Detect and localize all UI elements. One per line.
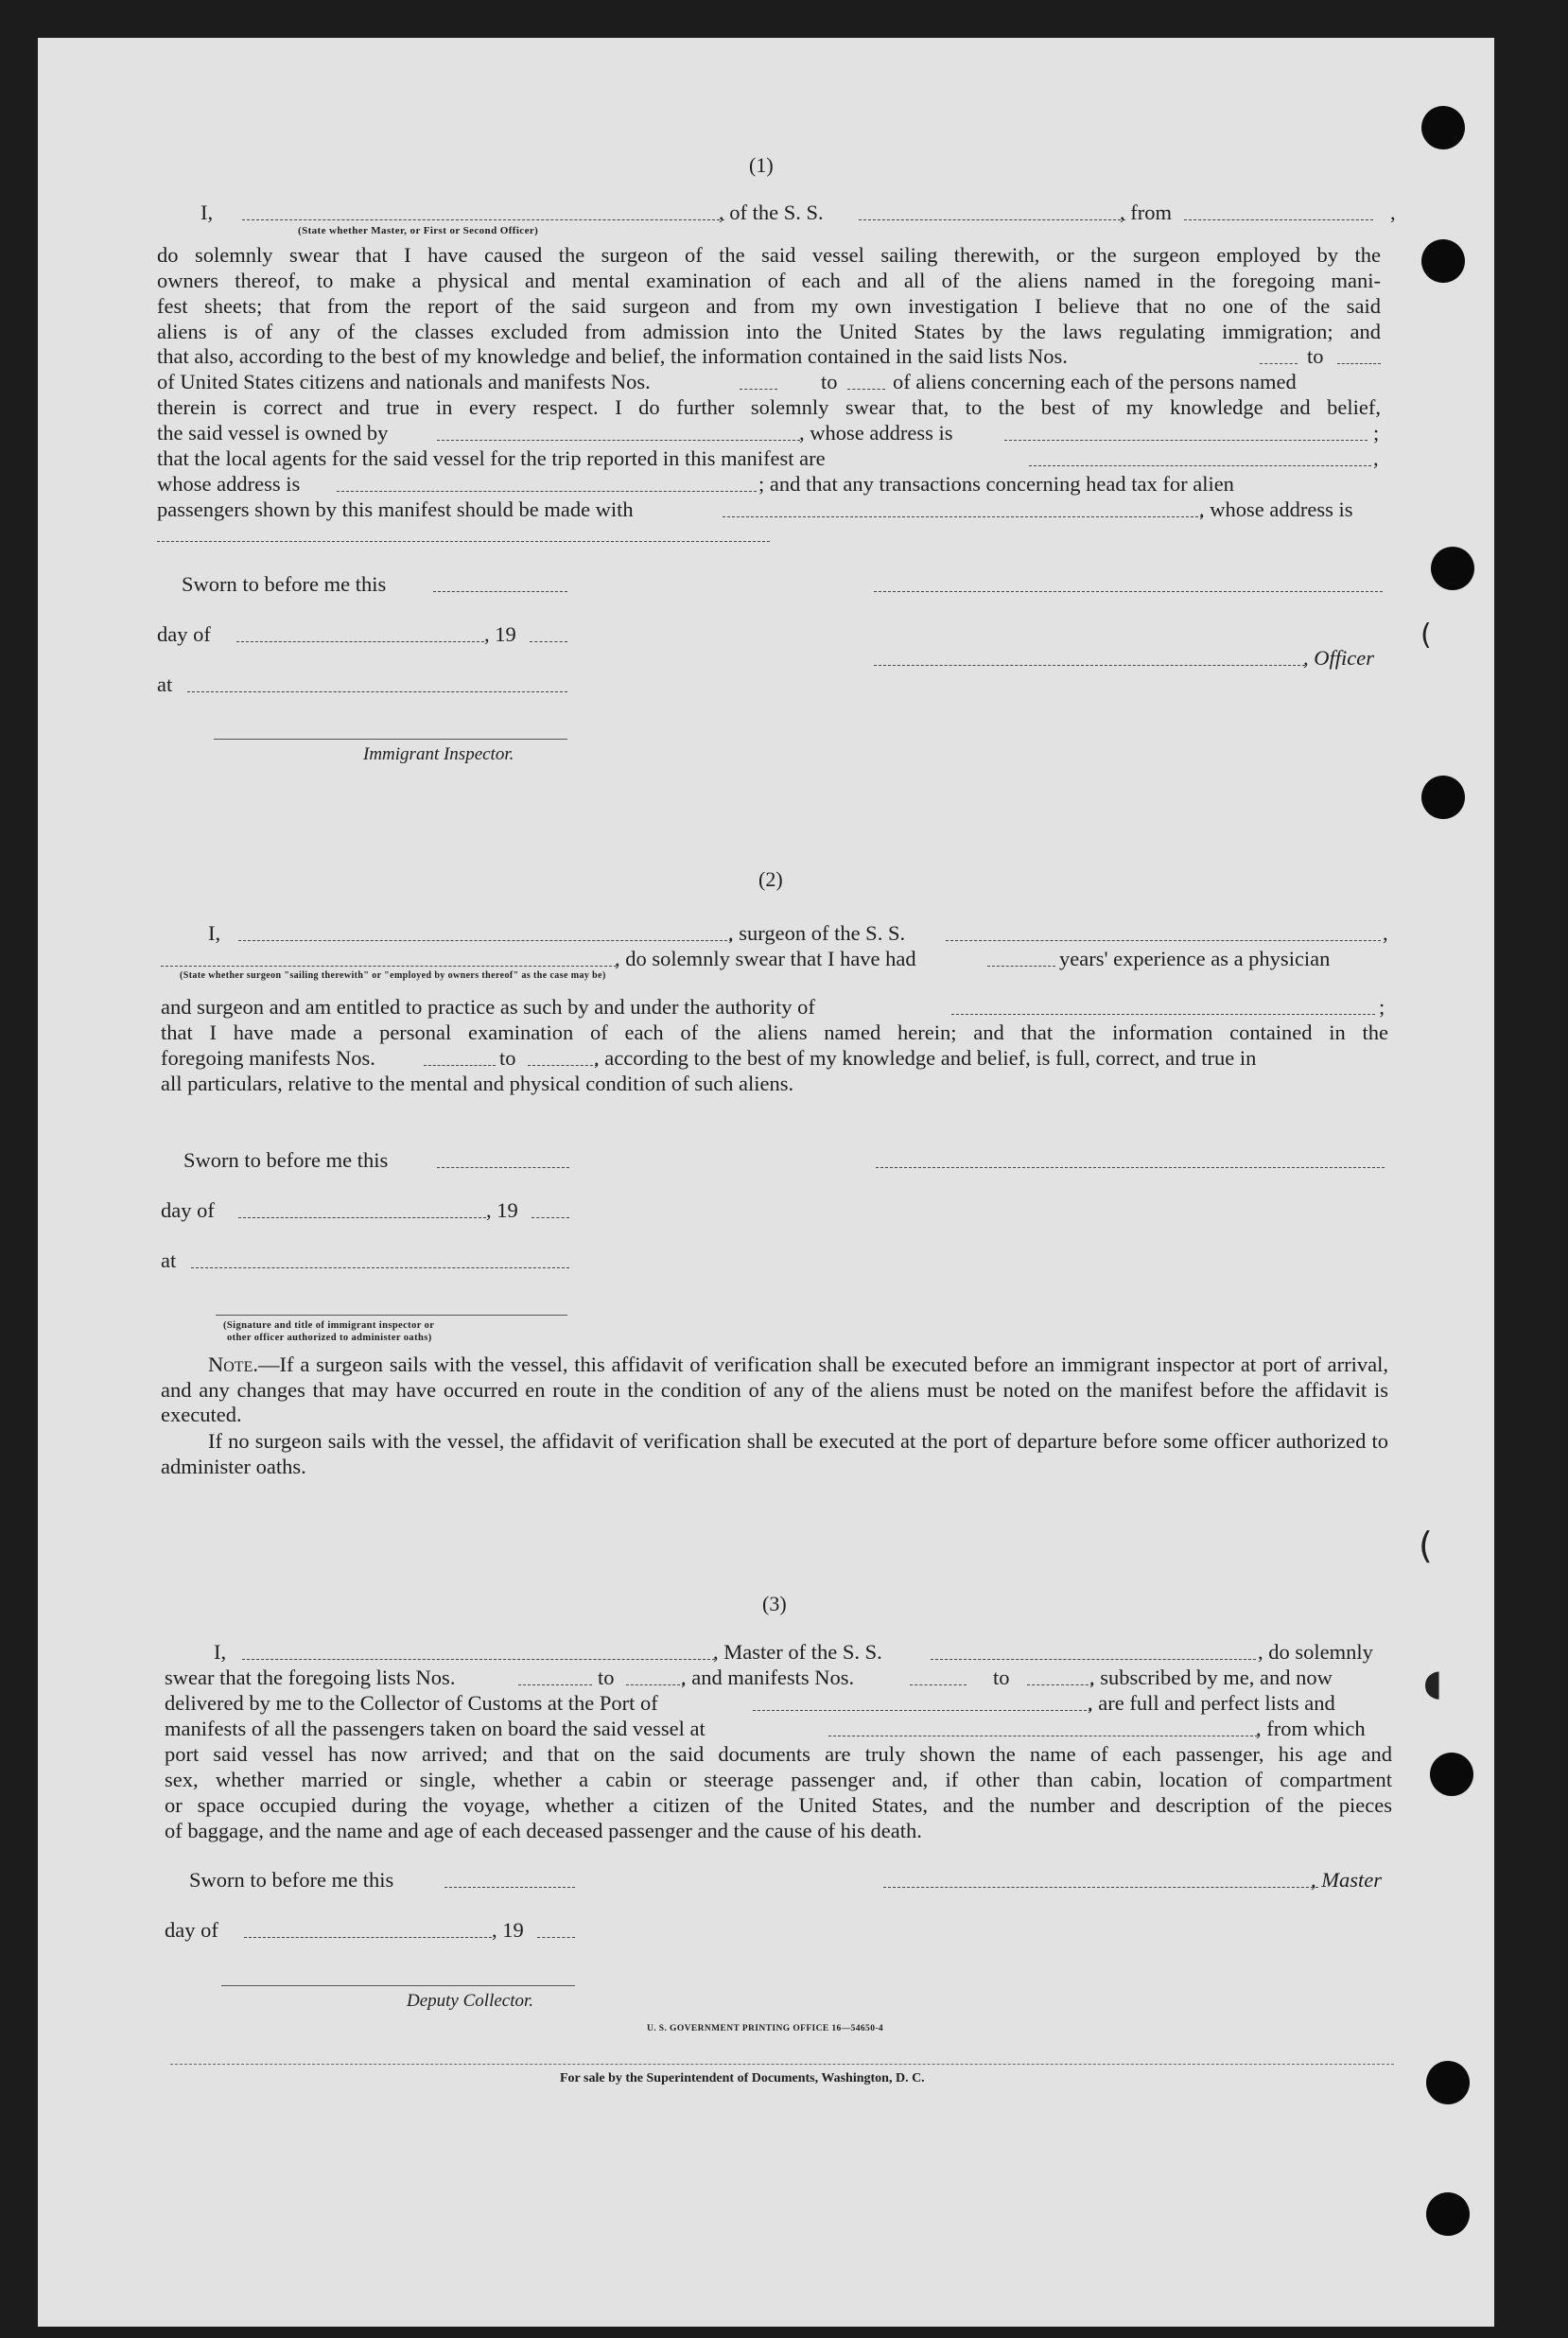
s2-years-blank — [987, 966, 1055, 967]
s2-line1-comma: , — [1383, 921, 1388, 945]
s2-examination-line: that I have made a personal examination of each of the aliens named herein; and that the information contained in the — [161, 1021, 1388, 1044]
s3-manifests-to-blank — [1027, 1684, 1093, 1685]
punch-hole-3 — [1431, 547, 1474, 590]
s1-sworn: Sworn to before me this — [182, 572, 387, 596]
s3-collector-label: Deputy Collector. — [407, 1991, 534, 2011]
s2-at: at — [161, 1248, 177, 1272]
s1-headtax-blank — [723, 516, 1203, 517]
s1-inspector-label: Immigrant Inspector. — [363, 744, 514, 764]
section-3-number: (3) — [762, 1592, 787, 1615]
s1-inspector-line — [214, 739, 567, 740]
s3-line1-swear: , do solemnly — [1258, 1640, 1373, 1664]
s2-sig-caption-2: other officer authorized to administer oaths) — [227, 1333, 432, 1343]
punch-hole-5 — [1430, 1753, 1473, 1796]
s3-collector-line — [221, 1985, 575, 1986]
s2-sworn: Sworn to before me this — [183, 1148, 389, 1172]
section-1-number: (1) — [749, 153, 774, 177]
s1-citizens-to: to — [821, 370, 838, 393]
s1-agents-blank — [1029, 465, 1371, 466]
s3-manifests-to: to — [993, 1666, 1010, 1689]
s3-line1-ss: , Master of the S. S. — [713, 1640, 882, 1664]
s3-ss-blank — [931, 1659, 1256, 1660]
binder-mark-3: ◖ — [1423, 1662, 1443, 1703]
s3-sworn: Sworn to before me this — [189, 1868, 394, 1892]
s2-note-label: Note. — [208, 1352, 258, 1376]
s1-citizens-end: of aliens concerning each of the persons named — [893, 370, 1297, 393]
s1-year: , 19 — [484, 622, 516, 646]
s2-surgeon-blank — [238, 940, 732, 941]
s1-from-blank — [1184, 219, 1373, 220]
s2-manifests-to: to — [499, 1046, 516, 1070]
s2-line1-i: I, — [208, 921, 221, 945]
s1-line1-ss: , of the S. S. — [719, 201, 824, 224]
s2-signature-line — [216, 1315, 567, 1316]
s3-delivered-end: , are full and perfect lists and — [1088, 1691, 1335, 1715]
s2-at-blank — [191, 1267, 569, 1268]
s1-year-blank — [530, 641, 567, 642]
binder-mark-2: ( — [1420, 619, 1432, 652]
s1-officer-label: , Officer — [1303, 646, 1374, 670]
footer-rule — [170, 2064, 1394, 2065]
s1-agents-address-blank — [337, 491, 757, 492]
s1-passengers-end: , whose address is — [1199, 497, 1353, 521]
s1-para-line-4: aliens is of any of the classes excluded from admission into the United States by the laws regulating immigration; and — [157, 320, 1381, 343]
s1-whose-end: ; and that any transactions concerning head tax for alien — [758, 472, 1234, 496]
s2-year: , 19 — [486, 1198, 518, 1222]
s1-para-line-1: do solemnly swear that I have caused the surgeon of the said vessel sailing therewith, or the surgeon employed by the — [157, 243, 1381, 267]
punch-hole-6 — [1426, 2061, 1470, 2104]
s1-lists-to: to — [1307, 344, 1324, 368]
s2-line2-swear: , do solemnly swear that I have had — [615, 947, 916, 970]
s1-signature-blank — [874, 591, 1383, 592]
s1-owned-addr: , whose address is — [799, 421, 953, 445]
s3-lists-to-blank — [626, 1684, 685, 1685]
s2-sworn-blank — [437, 1167, 569, 1168]
section-2-number: (2) — [758, 867, 783, 891]
s2-status-blank — [161, 966, 617, 967]
s3-para-line-1: port said vessel has now arrived; and that on the said documents are truly shown the name of each passenger, his age and — [165, 1742, 1392, 1766]
binder-mark-1: ( — [1419, 1525, 1433, 1566]
s1-ss-blank — [859, 219, 1125, 220]
s3-para-line-2: sex, whether married or single, whether a cabin or steerage passenger and, if other than cabin, location of compartment — [165, 1768, 1392, 1791]
s3-lists-to: to — [598, 1666, 615, 1689]
s1-citizens-to-blank — [847, 389, 885, 390]
for-sale-notice: For sale by the Superintendent of Documents, Washington, D. C. — [560, 2071, 925, 2085]
punch-hole-7 — [1426, 2192, 1470, 2236]
s3-year-blank — [537, 1937, 575, 1938]
s3-sworn-blank — [444, 1887, 575, 1888]
s3-line1-i: I, — [214, 1640, 227, 1664]
s1-para-line-3: fest sheets; that from the report of the said surgeon and from my own investigation I believe that no one of the said — [157, 294, 1381, 318]
s1-owner-address-blank — [1004, 440, 1368, 441]
s1-day-of: day of — [157, 622, 211, 646]
s3-day-of: day of — [165, 1918, 218, 1942]
s1-officer-caption: (State whether Master, or First or Second Officer) — [298, 225, 539, 236]
s1-lists-text: that also, according to the best of my knowledge and belief, the information contained in the said lists Nos. — [157, 344, 1068, 368]
s2-note-1 — [161, 1352, 1388, 1428]
s3-para-line-3: or space occupied during the voyage, whether a citizen of the United States, and the number and description of the pieces — [165, 1793, 1392, 1817]
s2-authority-end: ; — [1379, 995, 1385, 1019]
s2-manifests-from-blank — [424, 1065, 496, 1066]
s3-master-signature-blank — [883, 1887, 1318, 1888]
s3-manifests-from-blank — [910, 1684, 967, 1685]
s3-master-label: , Master — [1311, 1868, 1382, 1892]
s1-day-blank — [236, 641, 484, 642]
s2-ss-blank — [946, 940, 1381, 941]
s1-whose-text: whose address is — [157, 472, 301, 496]
s1-line1-i: I, — [200, 201, 214, 224]
s2-authority-text: and surgeon and am entitled to practice as such by and under the authority of — [161, 995, 815, 1019]
s3-manifests-text: , and manifests Nos. — [681, 1666, 855, 1689]
s3-taken-end: , from which — [1256, 1717, 1366, 1740]
s2-manifests-to-blank — [528, 1065, 598, 1066]
s1-line1-from: , from — [1120, 201, 1172, 224]
s3-delivered-text: delivered by me to the Collector of Customs at the Port of — [165, 1691, 658, 1715]
s1-therein-line: therein is correct and true in every respect. I do further solemnly swear that, to the best of my knowledge and belief, — [157, 395, 1381, 419]
s3-subscribed: , subscribed by me, and now — [1089, 1666, 1333, 1689]
s2-note-2: If no surgeon sails with the vessel, the affidavit of verification shall be executed at the port of departure before some officer authorized to administer oaths. — [161, 1429, 1388, 1478]
s3-port-blank — [753, 1710, 1091, 1711]
s3-taken-text: manifests of all the passengers taken on board the said vessel at — [165, 1717, 706, 1740]
s1-para-line-2: owners thereof, to make a physical and mental examination of each and all of the aliens named in the foregoing mani- — [157, 269, 1381, 292]
s1-at: at — [157, 672, 173, 696]
s1-owned-end: ; — [1373, 421, 1380, 445]
s1-at-blank — [187, 691, 567, 692]
s3-master-blank — [242, 1659, 715, 1660]
s1-passengers-text: passengers shown by this manifest should be made with — [157, 497, 634, 521]
s2-particulars-line: all particulars, relative to the mental and physical condition of such aliens. — [161, 1072, 794, 1095]
s3-year: , 19 — [492, 1918, 524, 1942]
s2-year-blank — [531, 1217, 569, 1218]
s1-citizens-text: of United States citizens and nationals and manifests Nos. — [157, 370, 651, 393]
punch-hole-4 — [1421, 776, 1465, 819]
punch-hole-1 — [1421, 106, 1465, 149]
s2-authority-blank — [951, 1014, 1375, 1015]
s2-day-blank — [238, 1217, 486, 1218]
s1-owned-text: the said vessel is owned by — [157, 421, 389, 445]
s1-line1-comma: , — [1390, 201, 1396, 224]
s3-lists-from-blank — [518, 1684, 592, 1685]
s1-officer-signature-blank — [874, 665, 1305, 666]
s2-status-caption: (State whether surgeon "sailing therewith" or "employed by owners thereof" as the case may be) — [180, 970, 606, 981]
s1-headtax-address-blank — [157, 541, 770, 542]
s2-day-of: day of — [161, 1198, 215, 1222]
s1-owner-blank — [437, 440, 800, 441]
s1-sworn-blank — [433, 591, 567, 592]
s3-day-blank — [244, 1937, 492, 1938]
s1-agents-text: that the local agents for the said vessel for the trip reported in this manifest are — [157, 446, 826, 470]
s1-lists-to-blank — [1337, 363, 1381, 364]
s1-agents-end: , — [1373, 446, 1379, 470]
s2-line1-ss: , surgeon of the S. S. — [728, 921, 906, 945]
s2-signature-blank — [876, 1167, 1385, 1168]
s2-manifests-text: foregoing manifests Nos. — [161, 1046, 375, 1070]
s2-note-text: —If a surgeon sails with the vessel, this affidavit of verification shall be executed before an immigrant inspector at port of arrival, and any changes that may have occurred en route in the condition of any of the aliens must be noted on the manifest before the affidavit is executed. — [161, 1352, 1388, 1427]
s3-lists-text: swear that the foregoing lists Nos. — [165, 1666, 456, 1689]
s2-line2-years: years' experience as a physician — [1059, 947, 1331, 970]
s1-officer-blank — [242, 219, 724, 220]
s1-lists-from-blank — [1260, 363, 1298, 364]
s2-sig-caption-1: (Signature and title of immigrant inspector or — [223, 1320, 435, 1331]
s3-para-line-4: of baggage, and the name and age of each deceased passenger and the cause of his death. — [165, 1819, 922, 1842]
s2-manifests-end: , according to the best of my knowledge and belief, is full, correct, and true in — [594, 1046, 1257, 1070]
punch-hole-2 — [1421, 239, 1465, 283]
printer-imprint: U. S. GOVERNMENT PRINTING OFFICE 16—54650-4 — [647, 2024, 884, 2033]
s1-citizens-from-blank — [740, 389, 777, 390]
